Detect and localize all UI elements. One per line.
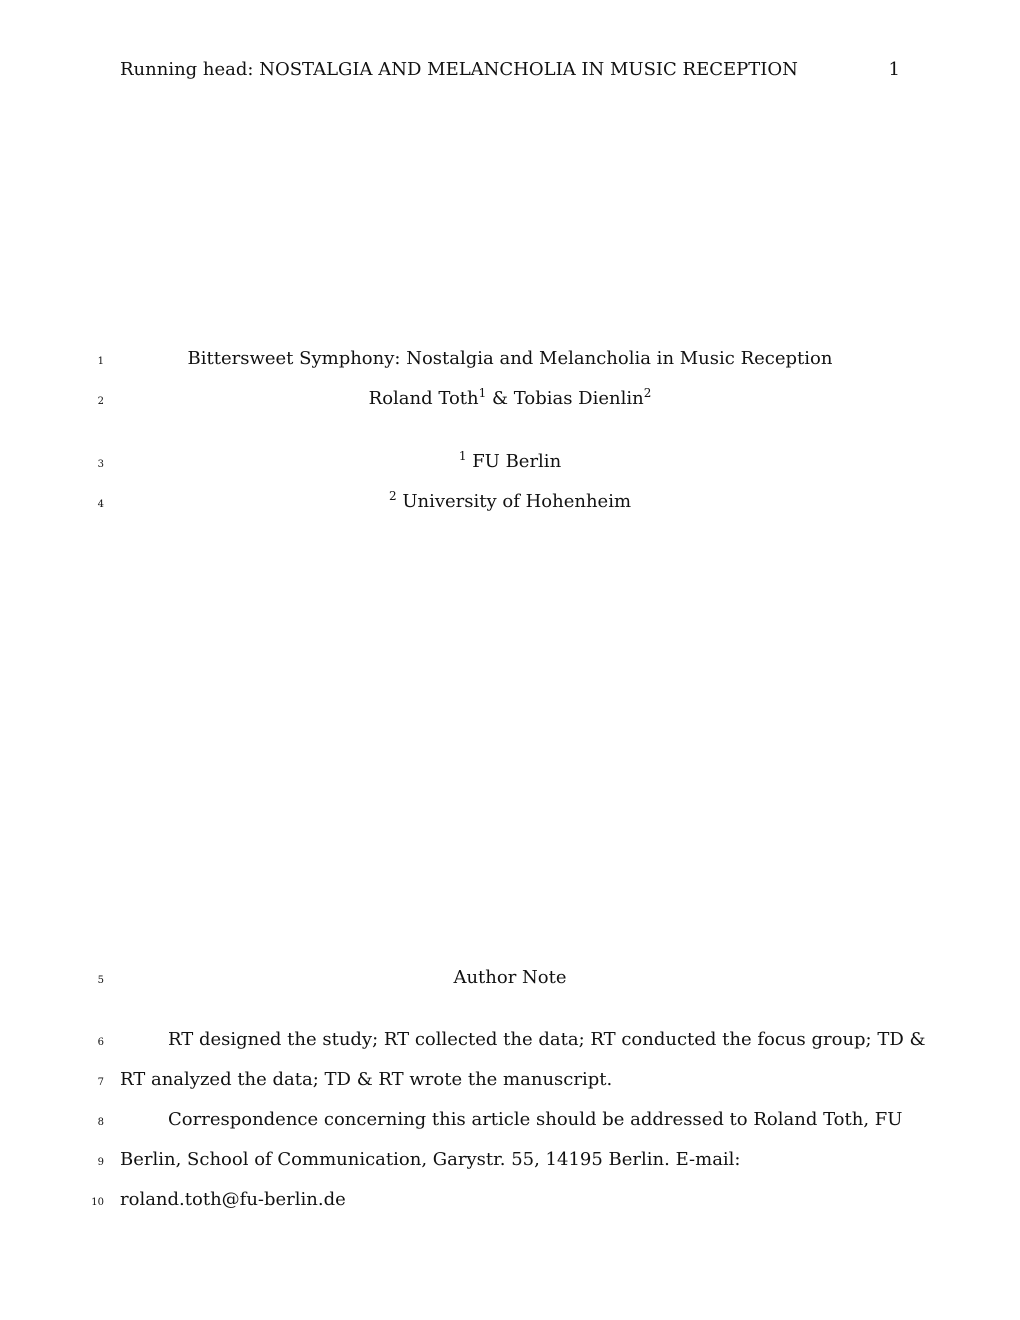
page-number: 1 (888, 59, 900, 80)
running-head-text: Running head: NOSTALGIA AND MELANCHOLIA IN MUSIC RECEPTION (120, 59, 798, 80)
affiliation-name: University of Hohenheim (402, 491, 632, 512)
line-number: 6 (97, 1037, 104, 1048)
affiliation-marker: 2 (388, 489, 397, 503)
affiliation (120, 490, 900, 514)
authors (120, 387, 900, 411)
line-number: 8 (97, 1117, 104, 1128)
line-number: 7 (97, 1077, 104, 1088)
author-name: Roland Toth (368, 388, 479, 409)
line-number: 5 (97, 975, 104, 986)
contributions-text: RT designed the study; RT collected the data; RT conducted the focus group; TD & (168, 1029, 926, 1050)
email-address: roland.toth@fu-berlin.de (120, 1189, 346, 1210)
author-name: Tobias Dienlin (513, 388, 644, 409)
affiliation (120, 450, 900, 474)
affiliation-marker: 1 (458, 449, 467, 463)
line-number: 2 (97, 396, 104, 407)
author-note-heading: Author Note (453, 967, 567, 988)
running-head (120, 58, 900, 82)
paper-title: Bittersweet Symphony: Nostalgia and Melancholia in Music Reception (187, 348, 833, 369)
affiliation-marker: 1 (478, 386, 487, 400)
affiliation-name: FU Berlin (472, 451, 562, 472)
author-separator: & (486, 388, 514, 409)
correspondence-text: Correspondence concerning this article should be addressed to Roland Toth, FU (168, 1109, 903, 1130)
contributions-text: RT analyzed the data; TD & RT wrote the manuscript. (120, 1069, 613, 1090)
line-number: 1 (97, 356, 104, 367)
line-number: 10 (91, 1197, 104, 1208)
correspondence-text: Berlin, School of Communication, Garystr. 55, 14195 Berlin. E-mail: (120, 1149, 741, 1170)
line-number: 4 (97, 499, 104, 510)
affiliation-marker: 2 (643, 386, 652, 400)
line-number: 3 (97, 459, 104, 470)
line-number: 9 (97, 1157, 104, 1168)
